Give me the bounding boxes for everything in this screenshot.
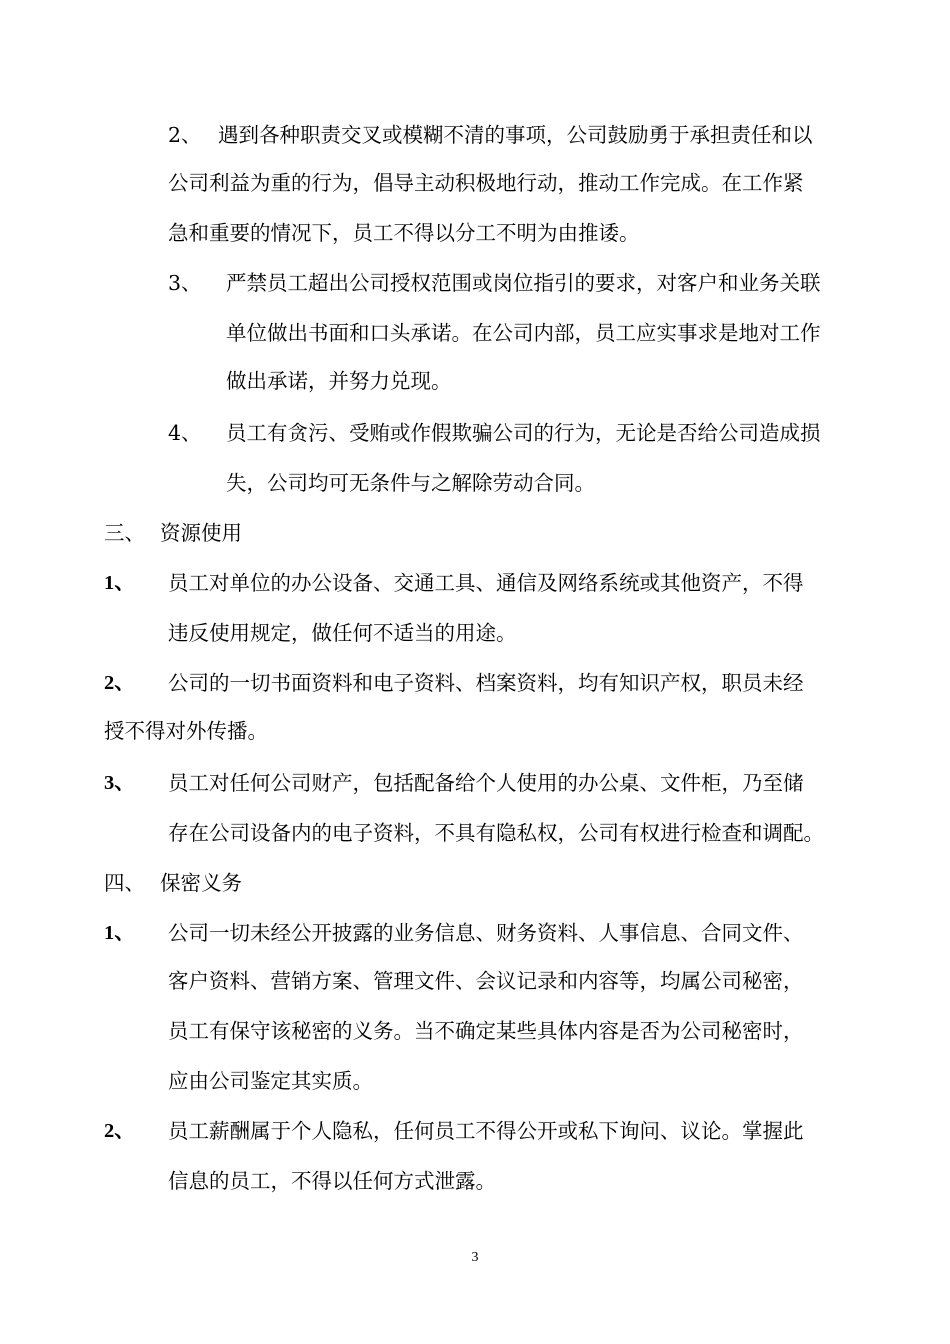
item-number: 2、	[168, 123, 202, 147]
paragraph-line: 信息的员工，不得以任何方式泄露。	[168, 1169, 496, 1193]
section-heading: 保密义务	[160, 871, 242, 895]
section-number: 四、	[104, 871, 145, 895]
paragraph-line: 失，公司均可无条件与之解除劳动合同。	[226, 471, 595, 495]
paragraph-line: 公司利益为重的行为，倡导主动积极地行动，推动工作完成。在工作紧	[168, 171, 804, 195]
paragraph-line: 员工有贪污、受贿或作假欺骗公司的行为，无论是否给公司造成损	[226, 421, 821, 445]
paragraph-line: 公司一切未经公开披露的业务信息、财务资料、人事信息、合同文件、	[168, 921, 804, 945]
paragraph-line: 应由公司鉴定其实质。	[168, 1069, 373, 1093]
paragraph-line: 单位做出书面和口头承诺。在公司内部，员工应实事求是地对工作	[226, 321, 821, 345]
paragraph-line: 公司的一切书面资料和电子资料、档案资料，均有知识产权，职员未经	[168, 671, 804, 695]
paragraph-line: 员工对单位的办公设备、交通工具、通信及网络系统或其他资产，不得	[168, 571, 804, 595]
item-number: 3、	[104, 772, 135, 794]
item-number: 2、	[104, 672, 135, 694]
item-number: 1、	[104, 922, 135, 944]
paragraph-line: 遇到各种职责交叉或模糊不清的事项，公司鼓励勇于承担责任和以	[218, 123, 813, 147]
page-number: 3	[471, 1250, 479, 1265]
item-number: 2、	[104, 1120, 135, 1142]
item-number: 1、	[104, 572, 135, 594]
paragraph-line: 严禁员工超出公司授权范围或岗位指引的要求，对客户和业务关联	[226, 271, 821, 295]
section-heading: 资源使用	[160, 521, 242, 545]
paragraph-line: 违反使用规定，做任何不适当的用途。	[168, 621, 517, 645]
paragraph-line: 员工对任何公司财产，包括配备给个人使用的办公桌、文件柜，乃至储	[168, 771, 804, 795]
paragraph-line: 客户资料、营销方案、管理文件、会议记录和内容等，均属公司秘密，	[168, 969, 804, 993]
paragraph-line: 员工薪酬属于个人隐私，任何员工不得公开或私下询问、议论。掌握此	[168, 1119, 804, 1143]
item-number: 3、	[168, 271, 202, 295]
item-number: 4、	[168, 421, 202, 445]
paragraph-line: 急和重要的情况下，员工不得以分工不明为由推诿。	[168, 221, 640, 245]
paragraph-line: 员工有保守该秘密的义务。当不确定某些具体内容是否为公司秘密时，	[168, 1019, 804, 1043]
paragraph-line: 授不得对外传播。	[104, 719, 268, 743]
paragraph-line: 做出承诺，并努力兑现。	[226, 369, 452, 393]
section-number: 三、	[104, 521, 145, 545]
paragraph-line: 存在公司设备内的电子资料，不具有隐私权，公司有权进行检查和调配。	[168, 821, 824, 845]
